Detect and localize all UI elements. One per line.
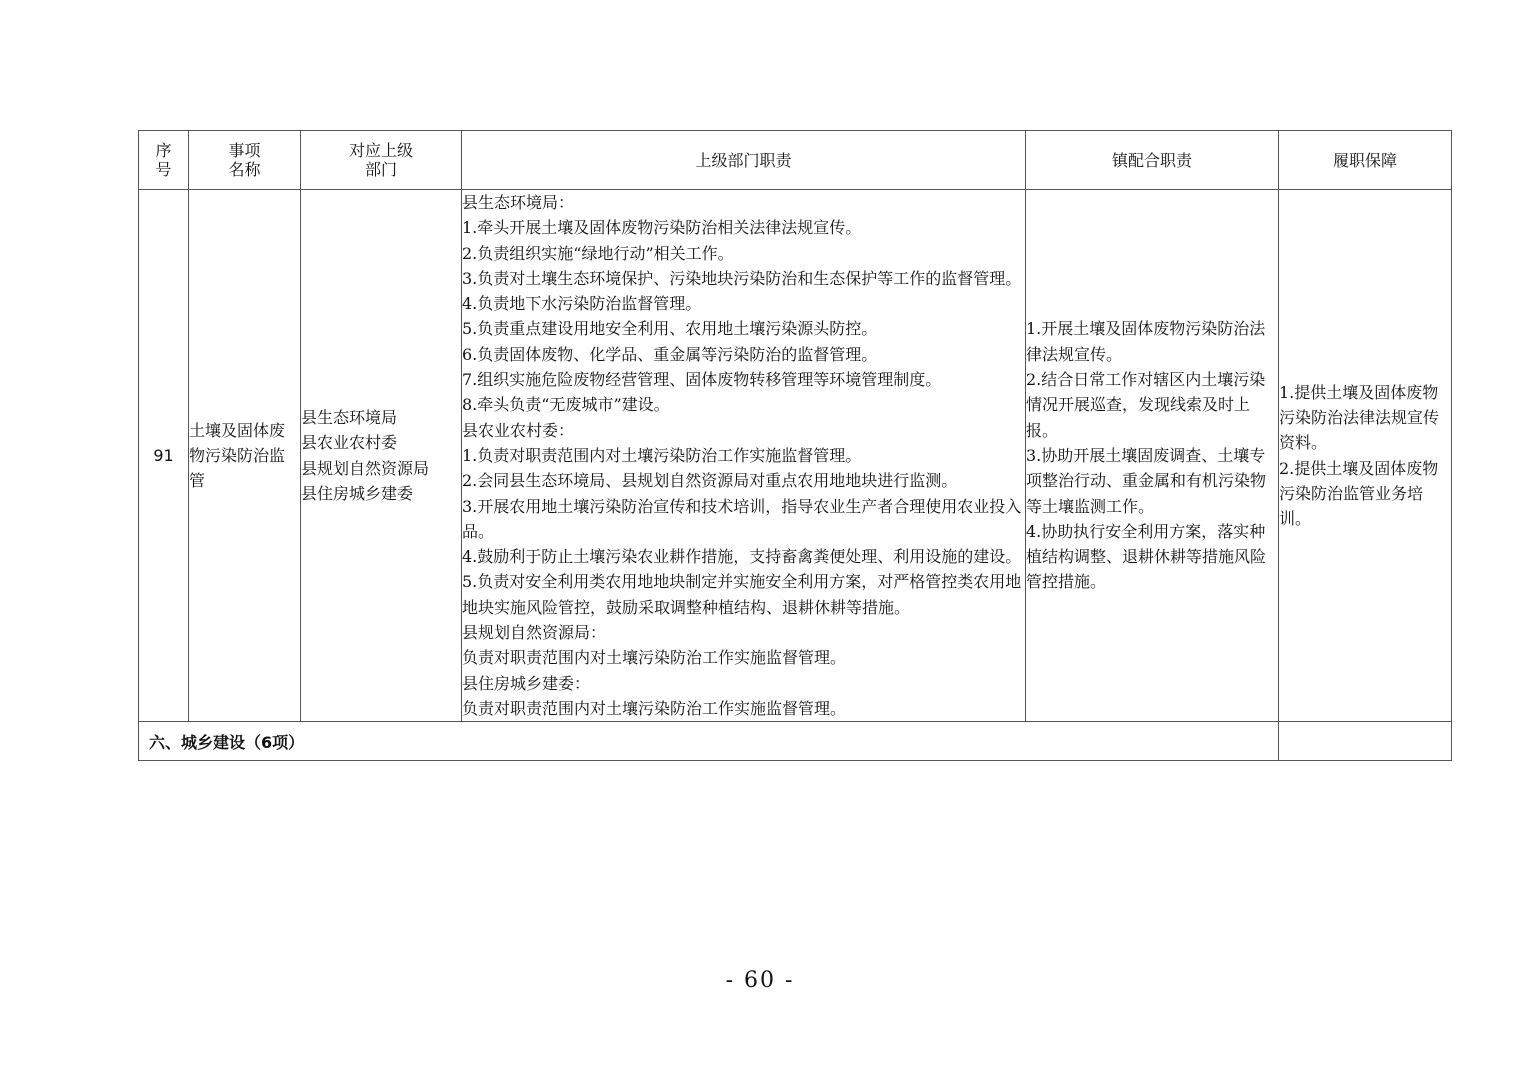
duty-line: 8.牵头负责“无废城市”建设。 xyxy=(462,395,670,415)
dept-line: 县规划自然资源局 xyxy=(301,458,430,478)
duty-line: 2.会同县生态环境局、县规划自然资源局对重点农用地地块进行监测。 xyxy=(462,471,958,491)
dept-line: 县农业农村委 xyxy=(301,433,398,453)
duty-line: 县农业农村委： xyxy=(462,420,575,440)
row-coop-duties xyxy=(1026,190,1279,722)
coop-line: 4.协助执行安全利用方案，落实种植结构调整、退耕休耕等措施风险管控措施。 xyxy=(1026,521,1267,592)
duty-line: 1.牵头开展土壤及固体废物污染防治相关法律法规宣传。 xyxy=(462,218,862,238)
header-duties: 上级部门职责 xyxy=(462,131,1026,190)
guarantee-line: 2.提供土壤及固体废物污染防治监管业务培训。 xyxy=(1279,458,1439,529)
header-item-name: 事项 名称 xyxy=(189,131,301,190)
duty-table xyxy=(138,130,1452,761)
header-seq: 序 号 xyxy=(139,131,189,190)
duty-line: 县住房城乡建委： xyxy=(462,673,591,693)
table-row xyxy=(139,190,1452,722)
coop-line: 1.开展土壤及固体废物污染防治法律法规宣传。 xyxy=(1026,319,1266,364)
section-row xyxy=(139,722,1452,761)
duty-line: 5.负责对安全利用类农用地地块制定并实施安全利用方案，对严格管控类农用地地块实施风险管控，鼓励采取调整种植结构、退耕休耕等措施。 xyxy=(462,572,1022,617)
section-title: 六、城乡建设（6项） xyxy=(139,722,1279,761)
duty-line: 7.组织实施危险废物经营管理、固体废物转移管理等环境管理制度。 xyxy=(462,370,942,390)
header-department: 对应上级 部门 xyxy=(301,131,462,190)
duty-line: 县规划自然资源局： xyxy=(462,623,607,643)
page-number: - 60 - xyxy=(725,968,795,993)
header-row xyxy=(139,131,1452,190)
dept-line: 县住房城乡建委 xyxy=(301,483,414,503)
row-duties xyxy=(462,190,1026,722)
duty-line: 4.负责地下水污染防治监督管理。 xyxy=(462,294,702,314)
header-coop: 镇配合职责 xyxy=(1026,131,1279,190)
row-seq: 91 xyxy=(139,190,189,722)
row-item-name: 土壤及固体废物污染防治监管 xyxy=(189,190,301,722)
row-guarantee xyxy=(1279,190,1452,722)
duty-line: 3.负责对土壤生态环境保护、污染地块污染防治和生态保护等工作的监督管理。 xyxy=(462,268,1022,288)
row-departments xyxy=(301,190,462,722)
guarantee-line: 1.提供土壤及固体废物污染防治法律法规宣传资料。 xyxy=(1279,382,1440,453)
duty-line: 5.负责重点建设用地安全利用、农用地土壤污染源头防控。 xyxy=(462,319,878,339)
duty-line: 负责对职责范围内对土壤污染防治工作实施监督管理。 xyxy=(462,698,847,718)
duty-line: 1.负责对职责范围内对土壤污染防治工作实施监督管理。 xyxy=(462,445,862,465)
header-guarantee: 履职保障 xyxy=(1279,131,1452,190)
duty-line: 3.开展农用地土壤污染防治宣传和技术培训，指导农业生产者合理使用农业投入品。 xyxy=(462,496,1022,541)
duty-line: 4.鼓励利于防止土壤污染农业耕作措施，支持畜禽粪便处理、利用设施的建设。 xyxy=(462,547,1022,567)
coop-line: 3.协助开展土壤固废调查、土壤专项整治行动、重金属和有机污染物等土壤监测工作。 xyxy=(1026,445,1267,516)
duty-line: 6.负责固体废物、化学品、重金属等污染防治的监督管理。 xyxy=(462,344,878,364)
duty-line: 负责对职责范围内对土壤污染防治工作实施监督管理。 xyxy=(462,648,847,668)
dept-line: 县生态环境局 xyxy=(301,408,398,428)
duty-line: 县生态环境局： xyxy=(462,193,575,212)
coop-line: 2.结合日常工作对辖区内土壤污染情况开展巡查，发现线索及时上报。 xyxy=(1026,370,1266,440)
duty-line: 2.负责组织实施“绿地行动”相关工作。 xyxy=(462,243,734,263)
section-empty-cell xyxy=(1279,722,1452,761)
